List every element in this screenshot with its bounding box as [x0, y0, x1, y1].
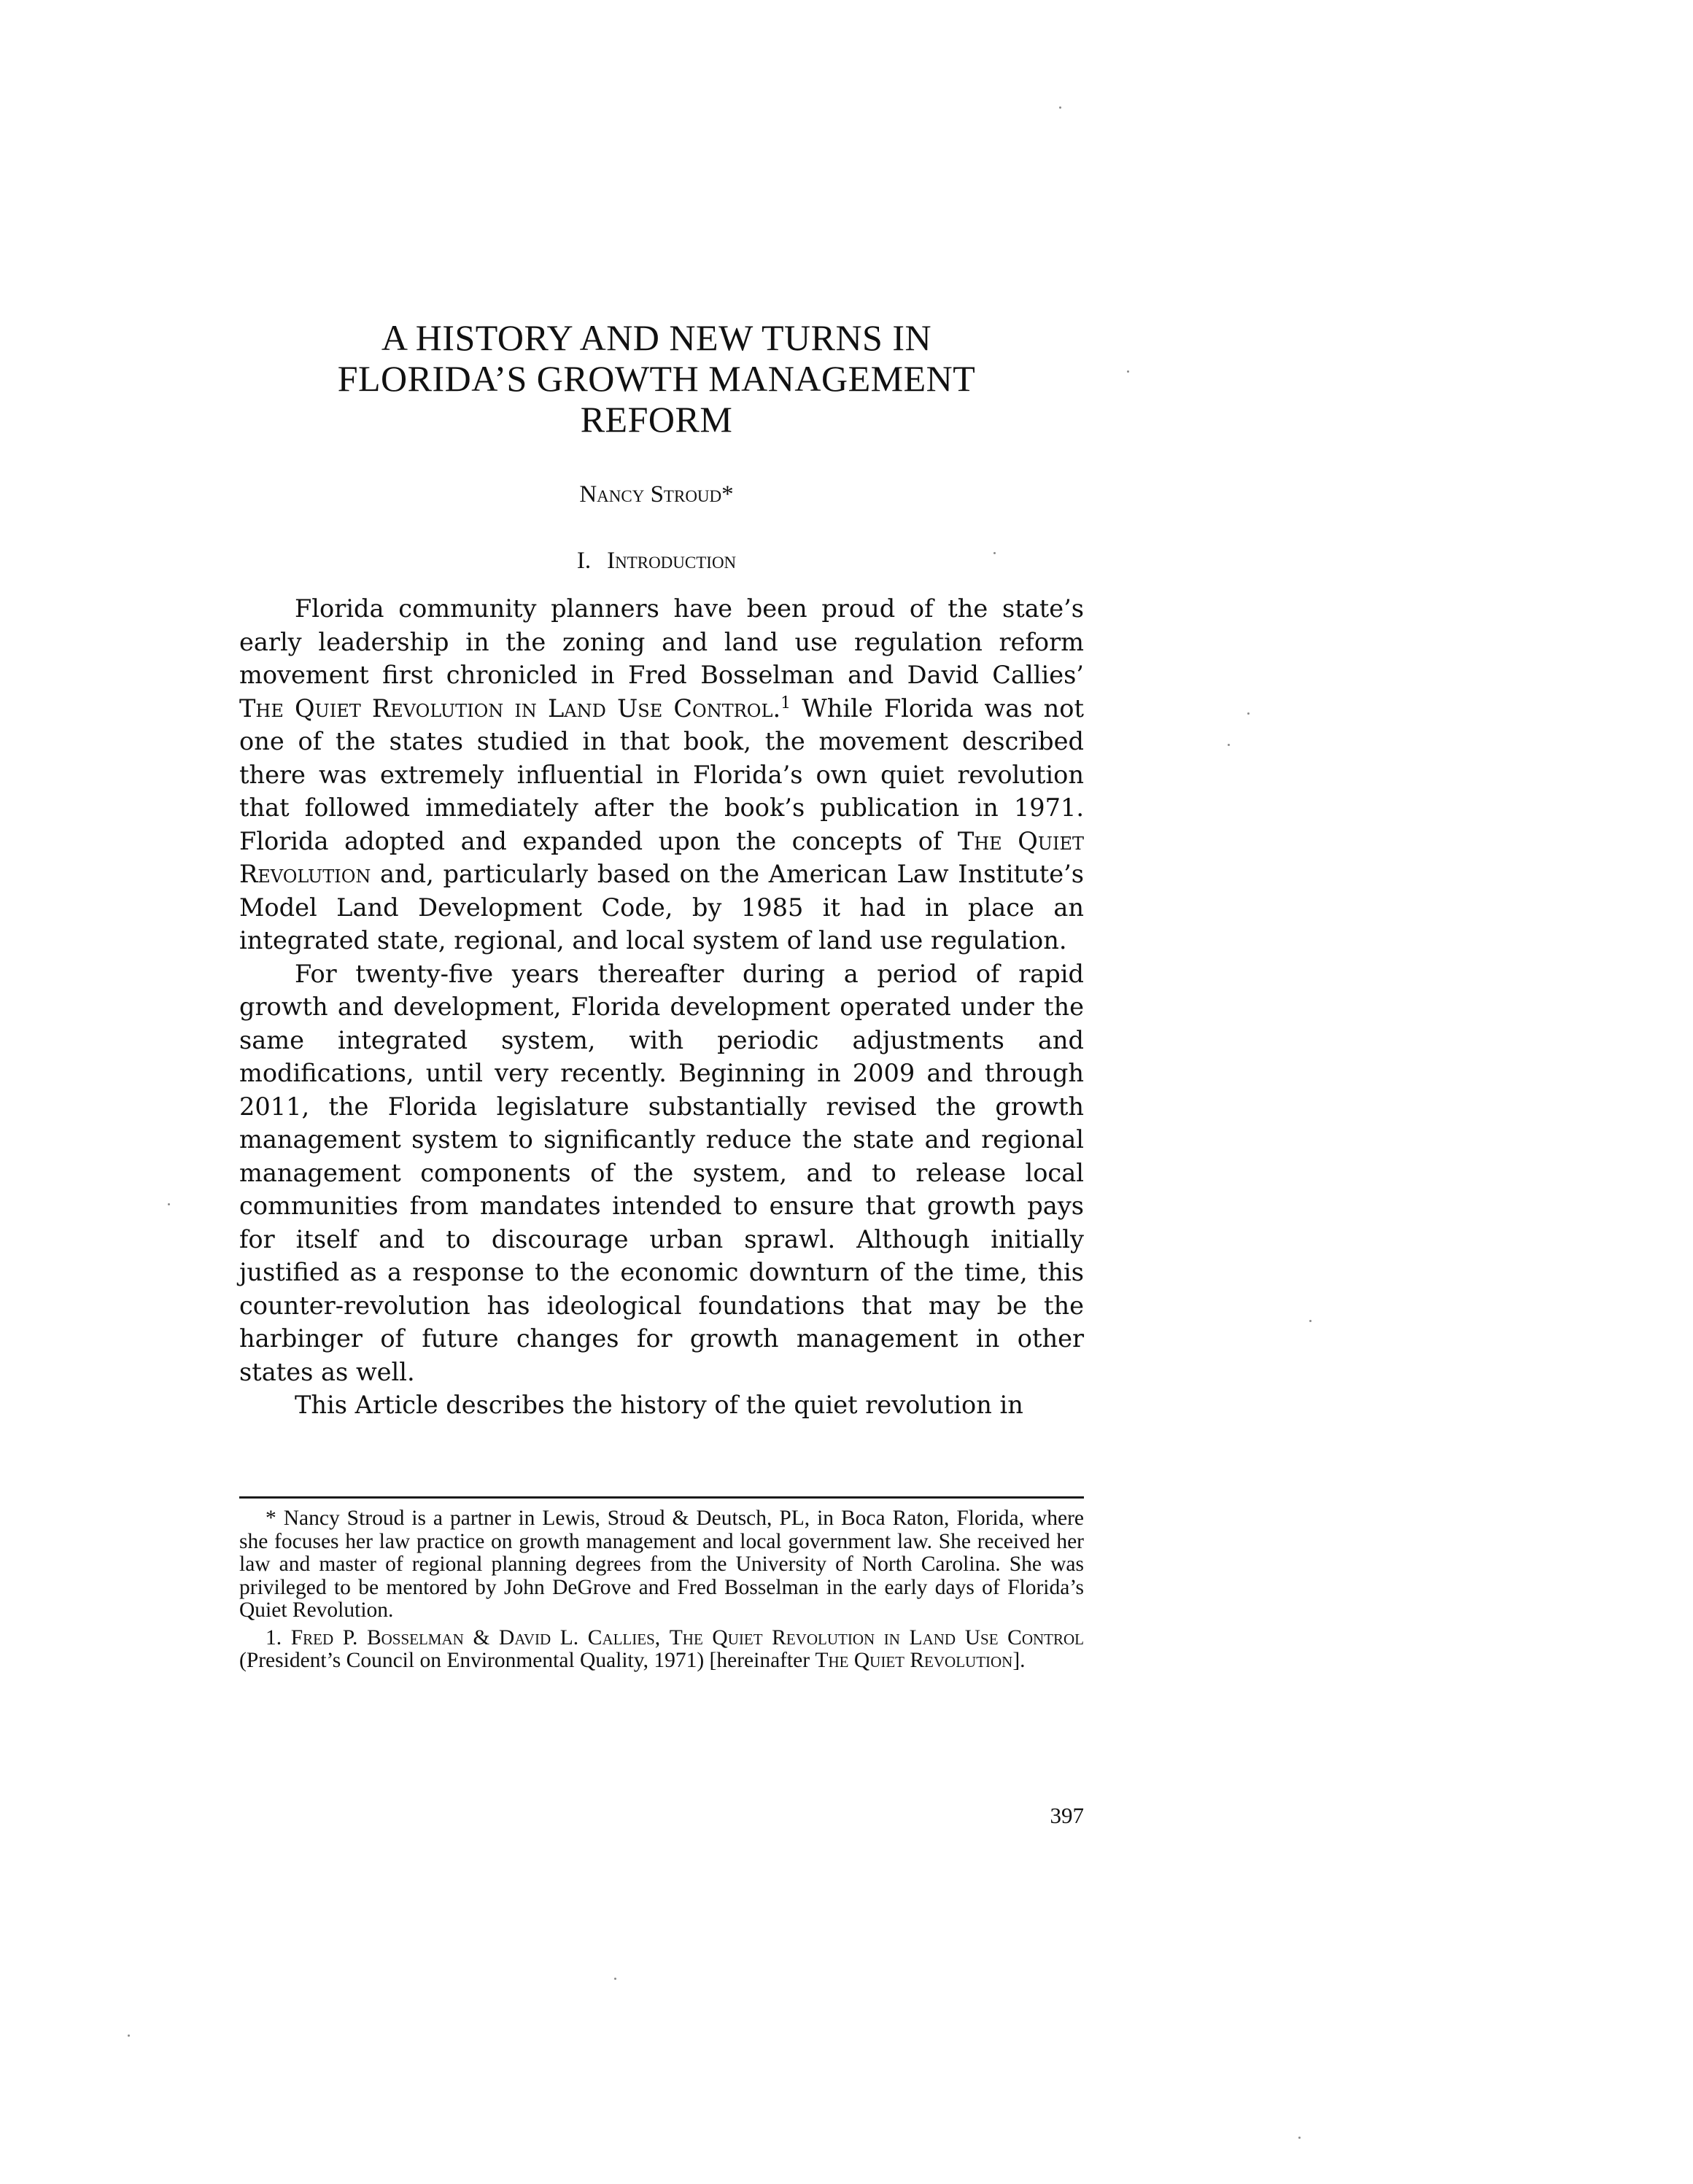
title-line-2: FLORIDA’S GROWTH MANAGEMENT	[337, 358, 976, 399]
footnote-author: * Nancy Stroud is a partner in Lewis, Stroud & Deutsch, PL, in Boca Raton, Florida, where she focuses her law practice on growth management and local government law. She received her law and master of regional planning degrees from the University of North Carolina. She was privileged to be mentored by John DeGrove and Fred Bosselman in the early days of Florida’s Quiet Revolution.	[239, 1507, 1084, 1622]
footnote-divider	[239, 1496, 1084, 1499]
footnote-1	[239, 1627, 1084, 1673]
footnote-1-title: The Quiet Revolution in Land Use Control	[669, 1625, 1085, 1649]
paragraph-1-text-c: and, particularly based on the American Law Institute’s Model Land Development Code, by 1985 it had in place an integrated state, regional, and local system of land use regulation.	[239, 860, 1084, 955]
page-number: 397	[1050, 1803, 1084, 1828]
section-heading	[233, 546, 1080, 575]
paragraph-1: Florida community planners have been proud of the state’s early leadership in the zoning and land use regulation reform movement first chronicled in Fred Bosselman and David Callies’ The Quiet Revolution in Land Use Control.$^1$ While Florida was not one of the states studied in that book, the movement described there was extremely influential in Florida’s own quiet revolution that followed immediately after the book’s publication in 1971. Florida adopted and expanded upon the concepts of The Quiet Revolution and, particularly based on the American Law Institute’s Model Land Development Code, by 1985 it had in place an integrated state, regional, and local system of land use regulation.	[239, 594, 1084, 955]
scan-speck	[1127, 370, 1129, 373]
paragraph-2: For twenty-five years thereafter during a period of rapid growth and development, Florida development operated under the same integrated system, with periodic adjustments and modifications, until very recently. Beginning in 2009 and through 2011, the Florida legislature substantially revised the growth management system to significantly reduce the state and regional management components of the system, and to release local communities from mandates intended to ensure that growth pays for itself and to discourage urban sprawl. Although initially justified as a response to the economic downturn of the time, this counter-revolution has ideological foundations that may be the harbinger of future changes for growth management in other states as well.	[239, 959, 1084, 1386]
footnote-1-publisher: (President’s Council on Environmental Quality, 1971) [hereinafter	[239, 1649, 815, 1672]
footnote-1-authors: Fred P. Bosselman & David L. Callies	[290, 1625, 655, 1649]
article-title	[233, 317, 1080, 440]
footnote-marker-1: 1	[780, 693, 791, 712]
scan-speck	[1228, 744, 1230, 746]
scan-speck	[128, 2035, 130, 2037]
paragraph-1-text-b: While Florida was not one of the states studied in that book, the movement described there was extremely influential in Florida’s own quiet revolution that followed immediately after the book’s publication in 1971. Florida adopted and expanded upon the concepts of	[239, 693, 1084, 855]
title-line-3: REFORM	[580, 399, 733, 440]
section-title: Introduction	[607, 548, 737, 574]
section-number: I.	[576, 548, 592, 574]
footnote-1-short-title: The Quiet Revolution	[815, 1649, 1013, 1672]
book-short-title: The Quiet Revolution	[239, 826, 1084, 888]
scan-speck	[1059, 106, 1061, 109]
scan-speck	[614, 1978, 616, 1980]
title-line-1: A HISTORY AND NEW TURNS IN	[381, 317, 932, 358]
scan-speck	[1247, 712, 1250, 715]
scan-speck	[993, 552, 996, 554]
footnote-1-number: 1.	[266, 1625, 282, 1649]
scan-speck	[1309, 1320, 1312, 1322]
footnote-1-end: ].	[1012, 1649, 1026, 1672]
paragraph-3: This Article describes the history of the quiet revolution in	[295, 1391, 1023, 1419]
author-byline: Nancy Stroud*	[579, 481, 734, 508]
book-title: The Quiet Revolution in Land Use Control	[239, 693, 773, 723]
scan-speck	[168, 1203, 170, 1205]
scan-speck	[1298, 2137, 1301, 2139]
footnotes	[239, 1507, 1084, 1677]
body-text	[239, 592, 1084, 1422]
footnote-1-separator: ,	[654, 1625, 670, 1649]
paragraph-1-text-a: Florida community planners have been proud of the state’s early leadership in the zoning and land use regulation reform movement first chronicled in Fred Bosselman and David Callies’	[239, 594, 1084, 689]
